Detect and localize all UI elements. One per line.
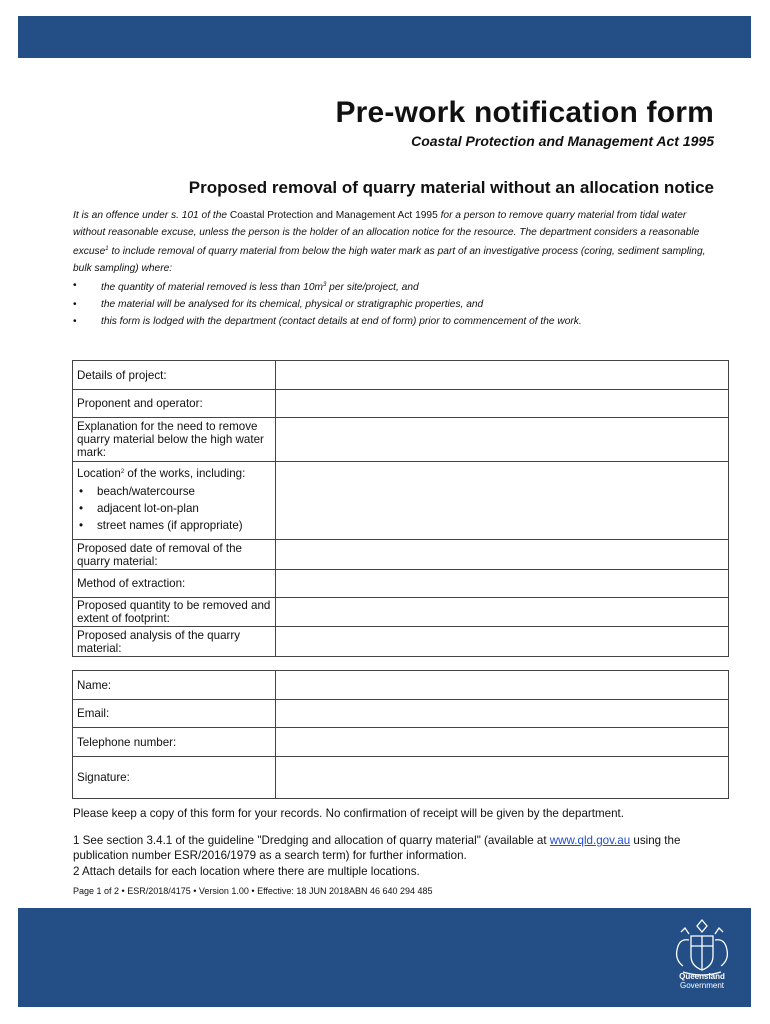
location-label: Location$^2$ of the works, including: • beach/watercourse • adjacent lot-on-plan • street names (if appropriate) (73, 462, 276, 540)
intro-part-2: for a person to remove quarry material from tidal water without reasonable excuse, unless the person is the holder of an allocation notice for the resource. The department considers a reasonable excuse (73, 210, 700, 257)
page-subtitle: Coastal Protection and Management Act 1995 (411, 133, 714, 149)
analysis-field[interactable] (276, 627, 729, 657)
proponent-field[interactable] (276, 390, 729, 418)
bullet-icon: • (79, 485, 84, 498)
footnote-2: 2 Attach details for each location where there are multiple locations. (73, 865, 420, 878)
removal-date-field[interactable] (276, 540, 729, 570)
details-of-project-label: Details of project: (73, 361, 276, 390)
footnote-ref-1: 1 (105, 246, 109, 252)
bullet-icon: • (79, 519, 84, 532)
footnote-1: 1 See section 3.4.1 of the guideline "Dredging and allocation of quarry material" (available at www.qld.gov.au using the publication number ESR/2016/1979 as a search term) for further information. (73, 834, 681, 862)
location-items-list (77, 483, 271, 534)
explanation-label: Explanation for the need to remove quarry material below the high water mark: (73, 418, 276, 462)
quantity-label: Proposed quantity to be removed and extent of footprint: (73, 598, 276, 627)
bullet-icon: • (73, 299, 77, 310)
name-field[interactable] (276, 671, 729, 700)
details-of-project-field[interactable] (276, 361, 729, 390)
list-item: • the material will be analysed for its chemical, physical or stratigraphic properties, and (73, 296, 718, 313)
signature-field[interactable] (276, 757, 729, 799)
list-item: • adjacent lot-on-plan (79, 502, 199, 515)
list-item: • beach/watercourse (79, 485, 195, 498)
top-header-band (18, 16, 751, 58)
footer-page-info: Page 1 of 2 • ESR/2018/4175 • Version 1.00 • Effective: 18 JUN 2018ABN 46 640 294 485 (73, 886, 433, 896)
bullet-icon: • (73, 316, 77, 327)
bottom-footer-band (18, 908, 751, 1007)
bullet-icon: • (73, 280, 77, 291)
extraction-method-field[interactable] (276, 570, 729, 598)
keep-copy-note: Please keep a copy of this form for your records. No confirmation of receipt will be given by the department. (73, 807, 624, 820)
bullet-icon: • (79, 502, 84, 515)
contact-details-table (72, 670, 729, 799)
analysis-label: Proposed analysis of the quarry material: (73, 627, 276, 657)
qld-gov-link[interactable]: www.qld.gov.au (549, 834, 631, 847)
project-details-table (72, 360, 729, 657)
list-item: • the quantity of material removed is less than $10m^3$ per site/project, and (73, 277, 718, 296)
email-field[interactable] (276, 700, 729, 728)
name-label: Name: (73, 671, 276, 700)
list-item: • this form is lodged with the department (contact details at end of form) prior to commencement of the work. (73, 313, 718, 330)
telephone-label: Telephone number: (73, 728, 276, 757)
explanation-field[interactable] (276, 418, 729, 462)
footnote-ref-2: 2 (120, 469, 125, 475)
quantity-field[interactable] (276, 598, 729, 627)
extraction-method-label: Method of extraction: (73, 570, 276, 598)
intro-conditions-list (73, 277, 718, 330)
intro-part-1: It is an offence under s. 101 of the (73, 210, 228, 221)
intro-text (73, 207, 718, 330)
queensland-government-logo-text: Queensland Government (679, 972, 725, 990)
location-field[interactable] (276, 462, 729, 540)
intro-part-3: to include removal of quarry material from below the high water mark as part of an investigative process (coring, sediment sampling, bulk sampling) where: (73, 246, 706, 274)
signature-label: Signature: (73, 757, 276, 799)
telephone-field[interactable] (276, 728, 729, 757)
proponent-label: Proponent and operator: (73, 390, 276, 418)
email-label: Email: (73, 700, 276, 728)
page-title: Pre-work notification form (335, 96, 714, 129)
list-item: • street names (if appropriate) (79, 519, 243, 532)
intro-act-name: Coastal Protection and Management Act 1995 (229, 210, 438, 221)
removal-date-label: Proposed date of removal of the quarry material: (73, 540, 276, 570)
section-heading: Proposed removal of quarry material without an allocation notice (188, 178, 714, 197)
